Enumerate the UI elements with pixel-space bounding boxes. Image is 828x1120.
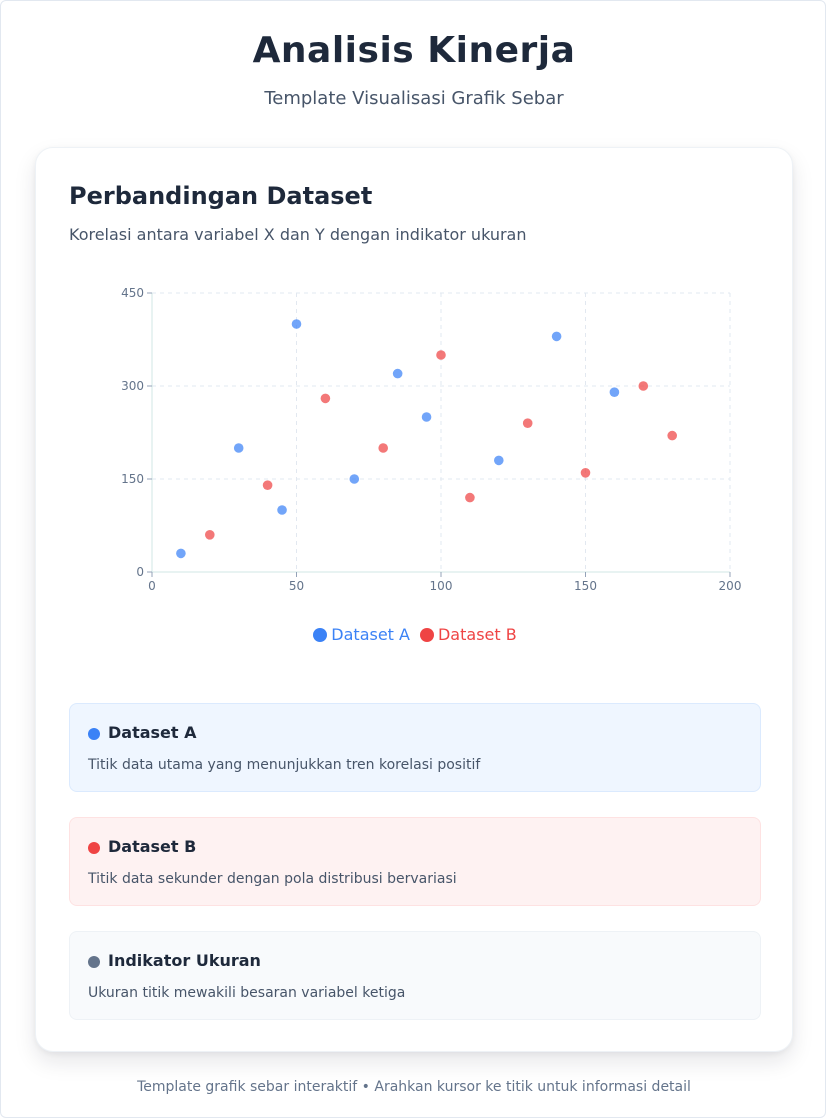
info-card-title: Indikator Ukuran xyxy=(108,951,261,970)
info-card-description: Titik data utama yang menunjukkan tren korelasi positif xyxy=(88,757,481,773)
data-point-dataset-b[interactable] xyxy=(205,530,215,540)
data-point-dataset-b[interactable] xyxy=(465,493,475,503)
footer-note: Template grafik sebar interaktif • Arahkan kursor ke titik untuk informasi detail xyxy=(137,1079,691,1095)
data-point-dataset-b[interactable] xyxy=(581,468,591,478)
info-card-description: Ukuran titik mewakili besaran variabel ketiga xyxy=(88,985,406,1001)
info-card-title: Dataset A xyxy=(108,723,197,742)
y-tick-label: 300 xyxy=(121,379,144,393)
size-indicator-dot-icon xyxy=(88,956,100,968)
info-card-dataset-b xyxy=(69,817,761,906)
chart-card xyxy=(35,147,793,1052)
data-point-dataset-b[interactable] xyxy=(667,431,677,441)
dataset-b-dot-icon xyxy=(88,842,100,854)
scatter-chart-svg xyxy=(36,148,794,618)
y-tick-label: 450 xyxy=(121,286,144,300)
scatter-chart xyxy=(36,148,794,668)
x-tick-label: 200 xyxy=(718,579,742,593)
page-title: Analisis Kinerja xyxy=(252,30,576,71)
info-card-size-indicator xyxy=(69,931,761,1020)
info-card-title: Dataset B xyxy=(108,837,197,856)
data-point-dataset-a[interactable] xyxy=(292,319,302,329)
x-tick-label: 150 xyxy=(574,579,597,593)
data-point-dataset-b[interactable] xyxy=(436,350,446,360)
data-point-dataset-b[interactable] xyxy=(378,443,388,453)
x-tick-label: 0 xyxy=(148,579,156,593)
data-point-dataset-a[interactable] xyxy=(393,369,403,379)
page-subtitle: Template Visualisasi Grafik Sebar xyxy=(264,88,564,109)
x-tick-label: 100 xyxy=(429,579,453,593)
data-point-dataset-b[interactable] xyxy=(321,394,331,404)
legend-item-dataset-a[interactable] xyxy=(313,625,410,644)
y-tick-label: 0 xyxy=(136,565,144,579)
dataset-a-dot-icon xyxy=(88,728,100,740)
info-card-dataset-a xyxy=(69,703,761,792)
data-point-dataset-a[interactable] xyxy=(610,387,620,397)
chart-legend xyxy=(36,625,794,644)
card-title: Perbandingan Dataset xyxy=(69,182,373,210)
card-description: Korelasi antara variabel X dan Y dengan indikator ukuran xyxy=(69,225,527,244)
data-point-dataset-a[interactable] xyxy=(277,505,287,515)
data-point-dataset-a[interactable] xyxy=(552,332,562,342)
legend-label-dataset-a: Dataset A xyxy=(331,625,410,644)
data-point-dataset-b[interactable] xyxy=(639,381,649,391)
data-point-dataset-a[interactable] xyxy=(494,456,504,466)
data-point-dataset-a[interactable] xyxy=(234,443,244,453)
data-point-dataset-a[interactable] xyxy=(422,412,432,422)
legend-dot-dataset-b xyxy=(420,628,434,642)
legend-label-dataset-b: Dataset B xyxy=(437,625,517,644)
legend-dot-dataset-a xyxy=(313,628,327,642)
data-point-dataset-a[interactable] xyxy=(350,474,360,484)
y-tick-label: 150 xyxy=(121,472,144,486)
x-tick-label: 50 xyxy=(288,579,305,593)
info-card-description: Titik data sekunder dengan pola distribusi bervariasi xyxy=(88,871,457,887)
data-point-dataset-b[interactable] xyxy=(263,480,273,490)
legend-item-dataset-b[interactable] xyxy=(420,625,517,644)
data-point-dataset-b[interactable] xyxy=(523,418,533,428)
data-point-dataset-a[interactable] xyxy=(176,549,186,559)
